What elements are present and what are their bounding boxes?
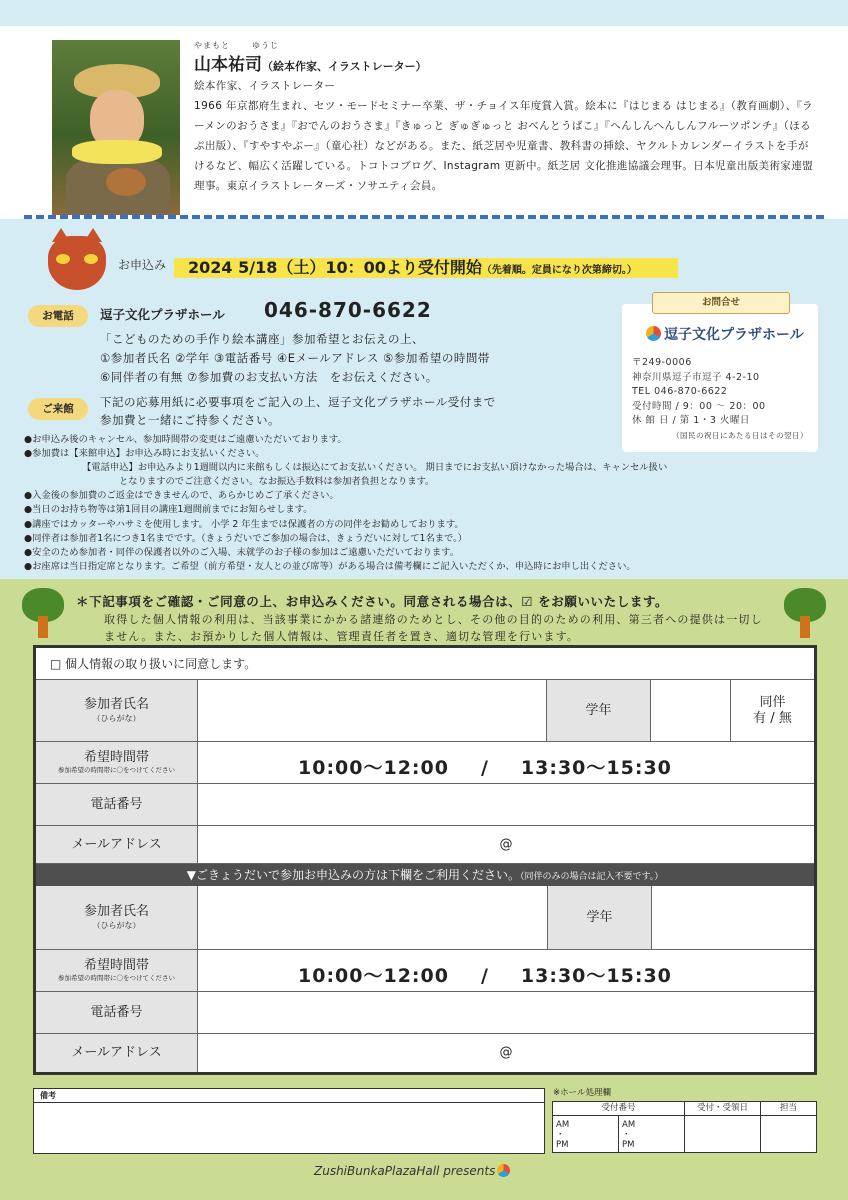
email-label: メールアドレス	[36, 826, 198, 864]
hall-logo-icon	[646, 326, 661, 341]
author-name: 山本祐司（絵本作家、イラストレーター）	[194, 55, 427, 75]
sibling-time-label: 希望時間帯 参加希望の時間帯に〇をつけてください	[36, 950, 198, 992]
remarks-label: 備考	[34, 1089, 544, 1103]
name-label: 参加者氏名 （ひらがな）	[36, 680, 198, 742]
hall-logo-icon	[497, 1164, 510, 1177]
visit-tag: ご来館	[28, 398, 88, 420]
grade-input[interactable]	[651, 680, 731, 742]
sibling-email-input[interactable]: @	[499, 1045, 513, 1060]
sibling-phone-input[interactable]	[198, 992, 814, 1034]
grade-label: 学年	[547, 680, 651, 742]
sibling-name-label: 参加者氏名 （ひらがな）	[36, 886, 198, 950]
profile-section	[24, 26, 824, 219]
phone-input[interactable]	[198, 784, 814, 826]
tree-icon	[784, 588, 826, 638]
phone-label: 電話番号	[36, 784, 198, 826]
phone-tag: お電話	[28, 305, 88, 327]
companion-choice[interactable]: 同伴 有 / 無	[731, 680, 814, 742]
apply-label: お申込み	[118, 258, 167, 272]
sibling-email-label: メールアドレス	[36, 1034, 198, 1072]
hall-name: 逗子文化プラザホール	[100, 307, 225, 322]
sibling-grade-input[interactable]	[652, 886, 814, 950]
time-options: 10:00〜12:00 / 13:30〜15:30	[298, 757, 672, 779]
sibling-grade-label: 学年	[548, 886, 652, 950]
hall-use-label: ※ホール処理欄	[553, 1088, 611, 1098]
application-form	[33, 645, 817, 1075]
top-band	[0, 0, 848, 26]
tree-icon	[22, 588, 64, 638]
reception-number-header: 受付番号	[553, 1102, 685, 1116]
sibling-bar: ▼ごきょうだいで参加お申込みの方は下欄をご利用ください。（同伴のみの場合は記入不要です。）	[36, 864, 814, 886]
hall-phone-number[interactable]: 046-870-6622	[264, 298, 432, 322]
sibling-time-options: 10:00〜12:00 / 13:30〜15:30	[298, 965, 672, 987]
contact-ribbon: お問合せ	[652, 292, 790, 314]
privacy-agree-checkbox[interactable]: □ 個人情報の取り扱いに同意します。	[50, 657, 257, 671]
ampm-1: AM ・ PM	[556, 1120, 570, 1150]
remarks-box[interactable]	[33, 1088, 545, 1154]
email-input[interactable]: @	[198, 826, 814, 864]
reception-date-header: 受付・受領日	[685, 1102, 761, 1116]
hall-logo: 逗子文化プラザホール	[646, 324, 804, 344]
name-furigana: やまもと ゆうじ	[194, 41, 279, 50]
contact-details: 〒249-0006 神奈川県逗子市逗子 4-2-10 TEL 046-870-6622 受付時間 / 9：00 〜 20：00 休 館 日 / 第 1・3 火曜日 （国民の祝日にあたる日はその翌日）	[632, 357, 808, 440]
author-bio: 絵本作家、イラストレーター 1966 年京都府生まれ、セツ・モードセミナー卒業、ザ・チョイス年度賞入賞。絵本に『はじまる はじまる』（教育画劇）、『ラーメンのおうさま』『おでんのおうさま』『きゅっと ぎゅぎゅっと おべんとうばこ』『へんしんへんしんフルーツポンチ』（ほるぷ出版）、『すやすやぶー』（童心社）などがある。また、紙芝居や児童書、教科書の挿絵、ヤクルトカレンダーイラストを手がけるなど、幅広く活躍している。トコトコブログ、Instagram 更新中。紙芝居 文化推進協議会理事。日本児童出版美術家連盟理事。東京イラストレーターズ・ソサエティ会員。	[194, 80, 814, 192]
staff-header: 担当	[761, 1102, 816, 1116]
author-photo	[52, 40, 180, 215]
visit-instructions: 下記の応募用紙に必要事項をご記入の上、逗子文化プラザホール受付まで 参加費と一緒にご持参ください。	[100, 395, 496, 427]
footer: ZushiBunkaPlazaHall presents	[314, 1164, 510, 1178]
name-input[interactable]	[198, 680, 547, 742]
apply-date: 2024 5/18（土）10：00より受付開始（先着順。定員になり次第締切。）	[188, 258, 637, 277]
cat-icon	[48, 236, 106, 290]
ampm-2: AM ・ PM	[622, 1120, 636, 1150]
sibling-name-input[interactable]	[198, 886, 548, 950]
contact-box	[622, 297, 818, 452]
phone-instructions: 「こどものための手作り絵本講座」参加希望とお伝えの上、 ①参加者氏名 ②学年 ③電話番号 ④Eメールアドレス ⑤参加希望の時間帯 ⑥同伴者の有無 ⑦参加費のお支払い方法 をお伝えください。	[100, 332, 490, 384]
hall-use-box	[552, 1101, 817, 1153]
consent-body: 取得した個人情報の利用は、当該事業にかかる諸連絡のためとし、その他の目的のための利用、第三者への提供は一切しません。また、お預かりした個人情報は、管理責任者を置き、適切な管理を行います。	[104, 613, 763, 643]
notes-list: ●お申込み後のキャンセル、参加時間帯の変更はご遠慮いただいております。 ●参加費は【来館申込】お申込み時にお支払いください。 【電話申込】お申込みより1週間以内に来館もしくは振込にてお支払いください。 期日までにお支払い頂けなかった場合は、キャンセル扱い となりますのでご注意ください。なお振込手数料は参加者負担となります。 ●入金後の参加費のご返金はできませんので、あらかじめご了承ください。 ●当日のお持ち物等は第1回目の講座1週間前までにお知らせします。 ●講座ではカッターやハサミを使用します。 小学 2 年生までは保護者の方の同伴をお勧めしております。 ●同伴者は参加者1名につき1名までです。（きょうだいでご参加の場合は、きょうだいに対して1名まで。） ●安全のため参加者・同伴の保護者以外のご入場、未就学のお子様の参加はご遠慮いただいております。 ●お座席は当日指定席となります。ご希望（前方希望・友人との並び席等）がある場合は備考欄にご記入いただくか、申込時にお申し出ください。	[24, 434, 668, 572]
consent-heading: ＊下記事項をご確認・ご同意の上、お申込みください。同意される場合は、☑ をお願いいたします。	[76, 594, 669, 609]
time-label: 希望時間帯 参加希望の時間帯に〇をつけてください	[36, 742, 198, 784]
sibling-phone-label: 電話番号	[36, 992, 198, 1034]
